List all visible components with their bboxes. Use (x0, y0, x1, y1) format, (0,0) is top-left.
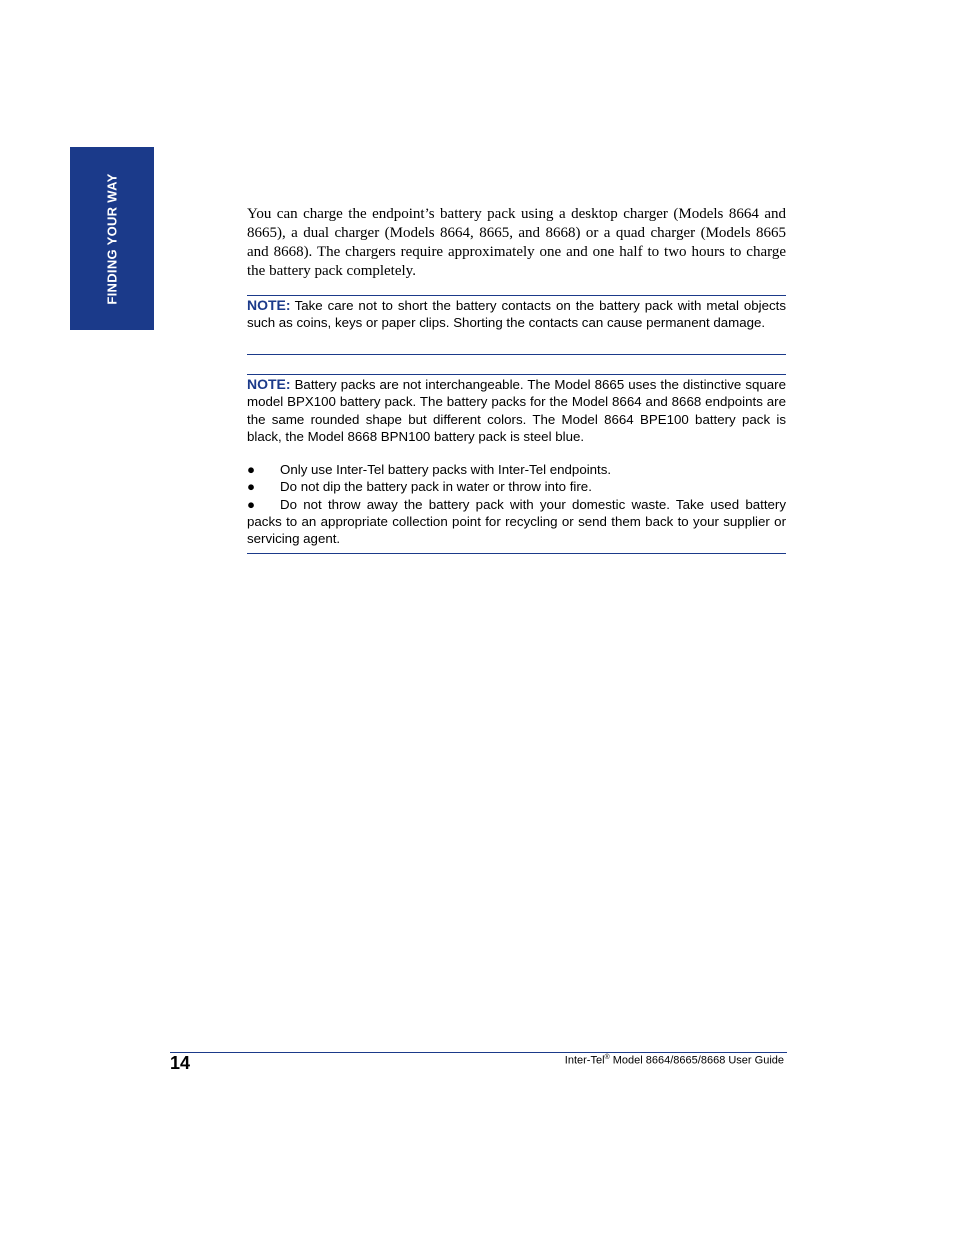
note-box-battery-packs (247, 374, 786, 554)
page-number: 14 (170, 1053, 191, 1073)
note-label: NOTE: (247, 297, 291, 313)
footer-guide-title (565, 1054, 784, 1067)
footer-title-text: Model 8664/8665/8668 User Guide (612, 1054, 784, 1067)
note-paragraph (247, 297, 786, 332)
footer-divider (170, 1052, 787, 1053)
bullet-icon: ● (247, 479, 256, 495)
list-item-text: Only use Inter-Tel battery packs with Inter-Tel endpoints. (280, 462, 612, 478)
registered-mark: ® (604, 1054, 610, 1061)
side-tab-label: FINDING YOUR WAY (104, 172, 120, 305)
battery-warning-list (247, 461, 786, 547)
note-text: Take care not to short the battery contacts on the battery pack with metal objects such as coins, keys or paper clips. Shorting the contacts can cause permanent damage. (247, 298, 786, 331)
list-item (247, 478, 786, 495)
list-item (247, 461, 786, 478)
side-section-tab (70, 147, 154, 330)
list-item-text: Do not throw away the battery pack with your domestic waste. Take used battery packs to an appropriate collection point for recycling or send them back to your supplier or servicing agent. (247, 496, 786, 547)
note-text: Battery packs are not interchangeable. The Model 8665 uses the distinctive square model BPX100 battery pack. The battery packs for the Model 8664 and 8668 endpoints are the same rounded shape but different colors. The Model 8664 BPE100 battery pack is black, the Model 8668 BPN100 battery pack is steel blue. (247, 377, 786, 444)
footer-brand: Inter-Tel (564, 1054, 605, 1067)
bullet-icon: ● (247, 462, 256, 478)
list-item (247, 496, 786, 548)
bullet-icon: ● (247, 496, 256, 512)
intro-paragraph: You can charge the endpoint’s battery pack using a desktop charger (Models 8664 and 8665), a dual charger (Models 8664, 8665, and 8668) or a quad charger (Models 8665 and 8668). The chargers require approximately one and one half to two hours to charge the battery pack completely. (247, 206, 786, 279)
list-item-text: Do not dip the battery pack in water or throw into fire. (280, 479, 592, 495)
note-label: NOTE: (247, 376, 291, 392)
note-paragraph (247, 376, 786, 445)
note-box-contacts (247, 295, 786, 355)
